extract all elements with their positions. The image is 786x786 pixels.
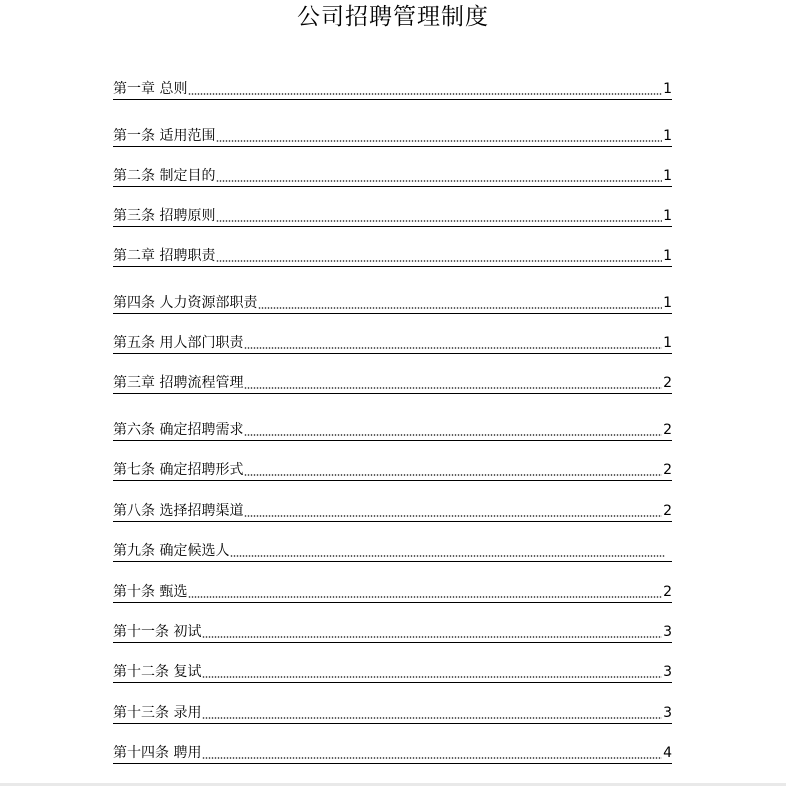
toc-entry-label: 第四条 人力资源部职责 — [113, 295, 258, 311]
document-title: 公司招聘管理制度 — [297, 4, 489, 30]
toc-entry-page: 2 — [663, 375, 672, 391]
toc-entry-page: 1 — [663, 248, 672, 264]
toc-leader-dots — [244, 514, 662, 518]
toc-entry-page: 1 — [663, 168, 672, 184]
toc-entry[interactable] — [113, 206, 672, 227]
toc-leader-dots — [188, 595, 662, 599]
toc-entry-page: 3 — [663, 664, 672, 680]
toc-entry[interactable] — [113, 460, 672, 481]
toc-entry[interactable] — [113, 246, 672, 267]
toc-entry-label: 第十一条 初试 — [113, 624, 202, 640]
toc-entry-label: 第二条 制定目的 — [113, 168, 216, 184]
toc-entry[interactable] — [113, 79, 672, 100]
toc-entry-page: 1 — [663, 208, 672, 224]
toc-entry-page: 1 — [663, 335, 672, 351]
toc-entry-label: 第一章 总则 — [113, 81, 188, 97]
toc-entry-label: 第十四条 聘用 — [113, 745, 202, 761]
toc-entry[interactable] — [113, 662, 672, 683]
toc-entry-label: 第十条 甄选 — [113, 584, 188, 600]
toc-entry[interactable] — [113, 743, 672, 764]
toc-entry-page: 1 — [663, 128, 672, 144]
toc-entry-page: 3 — [663, 624, 672, 640]
toc-leader-dots — [244, 346, 662, 350]
toc-leader-dots — [202, 675, 662, 679]
toc-entry[interactable] — [113, 166, 672, 187]
toc-entry-label: 第七条 确定招聘形式 — [113, 462, 244, 478]
toc-entry[interactable] — [113, 582, 672, 603]
toc-entry-page: 2 — [663, 462, 672, 478]
toc-entry-page: 1 — [663, 81, 672, 97]
toc-entry[interactable] — [113, 622, 672, 643]
toc-entry-label: 第一条 适用范围 — [113, 128, 216, 144]
toc-entry-label: 第十三条 录用 — [113, 705, 202, 721]
toc-entry-label: 第十二条 复试 — [113, 664, 202, 680]
toc-leader-dots — [216, 219, 662, 223]
toc-entry[interactable] — [113, 420, 672, 441]
toc-leader-dots — [230, 554, 665, 558]
toc-entry[interactable] — [113, 126, 672, 147]
toc-leader-dots — [202, 716, 662, 720]
toc-leader-dots — [202, 635, 662, 639]
toc-leader-dots — [244, 433, 662, 437]
toc-entry[interactable] — [113, 541, 672, 562]
toc-leader-dots — [188, 92, 662, 96]
toc-entry[interactable] — [113, 333, 672, 354]
toc-entry-label: 第三条 招聘原则 — [113, 208, 216, 224]
toc-entry-label: 第六条 确定招聘需求 — [113, 422, 244, 438]
toc-entry[interactable] — [113, 373, 672, 394]
toc-entry[interactable] — [113, 293, 672, 314]
toc-leader-dots — [216, 139, 662, 143]
toc-entry-page: 4 — [663, 745, 672, 761]
toc-entry-page — [666, 560, 672, 561]
toc-leader-dots — [244, 473, 662, 477]
toc-leader-dots — [202, 756, 662, 760]
toc-leader-dots — [216, 179, 662, 183]
toc-entry[interactable] — [113, 501, 672, 522]
toc-leader-dots — [258, 306, 662, 310]
toc-entry-page: 2 — [663, 503, 672, 519]
toc-entry-label: 第八条 选择招聘渠道 — [113, 503, 244, 519]
toc-entry[interactable] — [113, 703, 672, 724]
toc-entry-label: 第三章 招聘流程管理 — [113, 375, 244, 391]
toc-entry-label: 第九条 确定候选人 — [113, 543, 230, 559]
toc-entry-page: 2 — [663, 422, 672, 438]
toc-entry-label: 第五条 用人部门职责 — [113, 335, 244, 351]
toc-leader-dots — [244, 386, 662, 390]
toc-entry-page: 2 — [663, 584, 672, 600]
toc-leader-dots — [216, 259, 662, 263]
toc-entry-page: 1 — [663, 295, 672, 311]
toc-entry-label: 第二章 招聘职责 — [113, 248, 216, 264]
toc-entry-page: 3 — [663, 705, 672, 721]
